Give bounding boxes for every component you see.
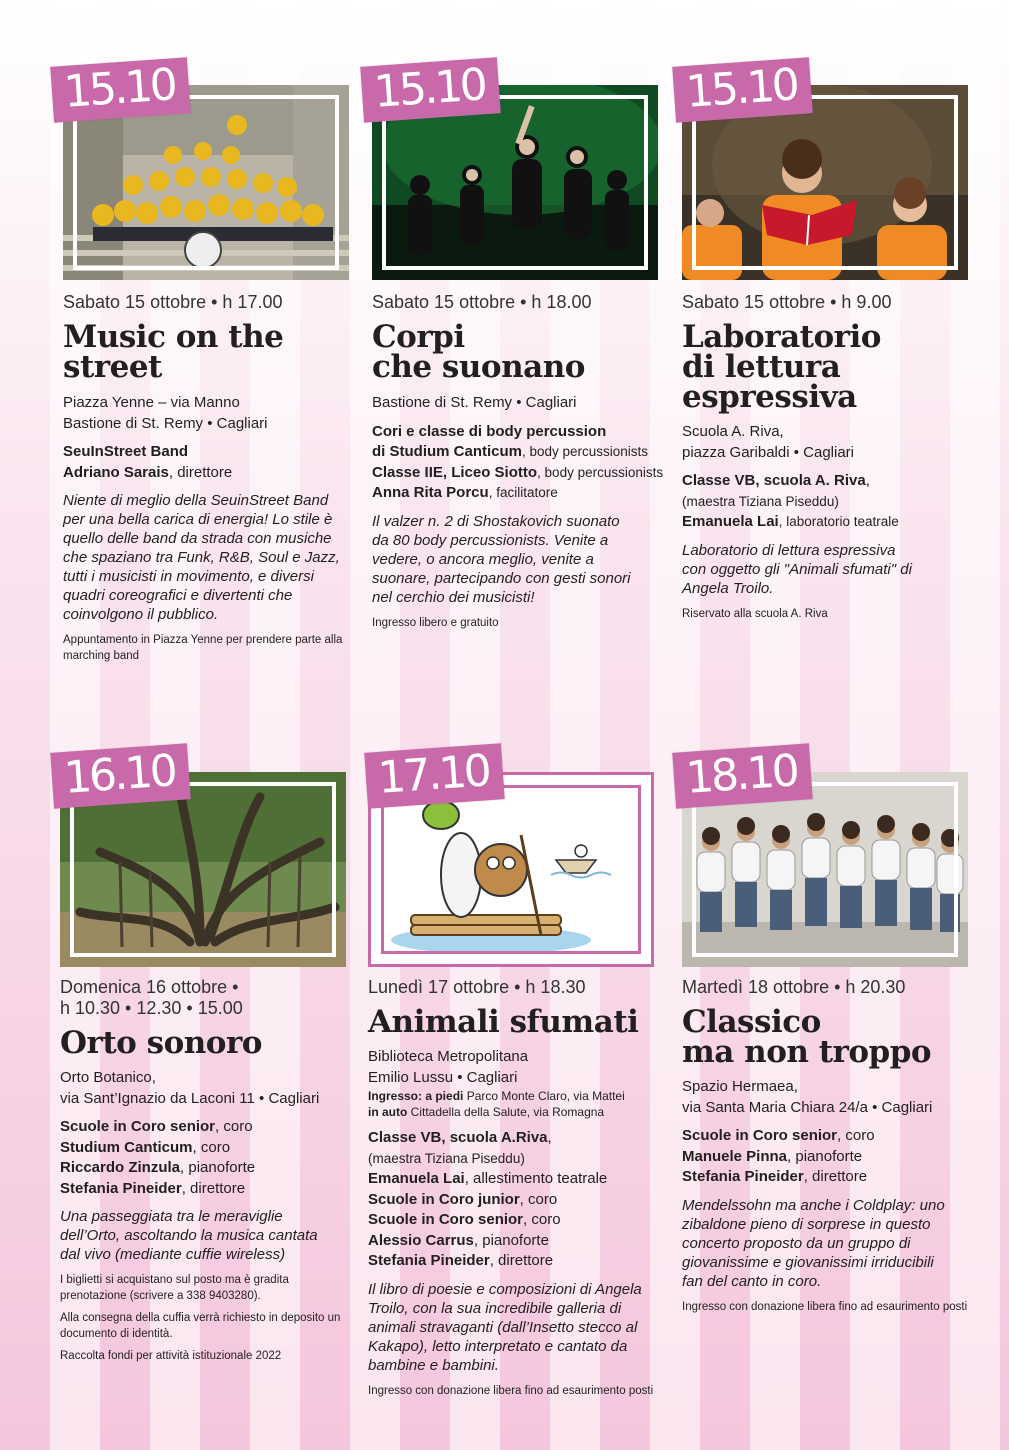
performer-line: Anna Rita Porcu, facilitatore xyxy=(372,484,558,501)
date-badge: 15.10 xyxy=(672,57,813,123)
performer-line: Studium Canticum, coro xyxy=(60,1138,231,1156)
performer-line: Riccardo Zinzula, pianoforte xyxy=(60,1159,256,1176)
event-title: Music on the street xyxy=(63,319,284,385)
access-info: Ingresso: a piedi Parco Monte Claro, via Mattei in auto Cittadella della Salute, via Romagna xyxy=(368,1089,625,1119)
event-venue: Biblioteca Metropolitana Emilio Lussu • Cagliari xyxy=(368,1048,529,1086)
performer-line: Emanuela Lai, laboratorio teatrale xyxy=(682,513,899,530)
performer-line: Stefania Pineider, direttore xyxy=(682,1168,868,1185)
event-description: Mendelssohn ma anche i Coldplay: uno zibaldone pieno di sorprese in questo concerto proposto da un gruppo di giovanissime e giovanissimi irriducibili fan del canto in coro. xyxy=(682,1196,945,1290)
event-title: Orto sonoro xyxy=(60,1025,262,1061)
event-datetime: Sabato 15 ottobre • h 9.00 xyxy=(682,292,892,312)
event-description: Laboratorio di lettura espressiva con oggetto gli "Animali sfumati" di Angela Troilo. xyxy=(682,541,912,597)
event-title: Laboratorio di lettura espressiva xyxy=(682,319,881,415)
event-note: Ingresso con donazione libera fino ad esaurimento posti xyxy=(682,1300,968,1313)
performer-line: Adriano Sarais, direttore xyxy=(63,463,233,481)
performer-line: Classe VB, scuola A. Riva, xyxy=(682,472,870,489)
performer-line: Scuole in Coro senior, coro xyxy=(682,1127,875,1144)
event-datetime: Sabato 15 ottobre • h 17.00 xyxy=(63,292,283,312)
performer-line: Cori e classe di body percussion xyxy=(372,422,607,440)
event-description: Il libro di poesie e composizioni di Angela Troilo, con la sua incredibile galleria di animali stravaganti (dall’Insetto stecco al Kakapo), letto interpretato e cantato da bambine e bambini. xyxy=(368,1280,642,1374)
date-badge: 15.10 xyxy=(50,57,191,123)
event-description: Niente di meglio della SeuinStreet Band per una bella carica di energia! Lo stile è quello delle band da strada con musiche che spaziano tra Funk, R&B, Soul e Jazz, tutti i musicisti in movimento, e diversi quadri coreografici e divertenti che coinvolgono il pubblico. xyxy=(63,492,340,623)
performer-line: Scuole in Coro senior, coro xyxy=(60,1118,253,1135)
event-details xyxy=(682,1077,982,1315)
performer-line: Emanuela Lai, allestimento teatrale xyxy=(368,1170,608,1187)
event-note: Ingresso con donazione libera fino ad esaurimento posti xyxy=(368,1384,654,1397)
performer-line: Stefania Pineider, direttore xyxy=(60,1179,246,1197)
event-title: Corpi che suonano xyxy=(372,319,585,385)
event-datetime: Domenica 16 ottobre • h 10.30 • 12.30 • 15.00 xyxy=(60,977,243,1018)
date-badge: 17.10 xyxy=(364,743,505,809)
event-venue: Scuola A. Riva, piazza Garibaldi • Cagliari xyxy=(682,423,854,461)
event-note: I biglietti si acquistano sul posto ma è gradita prenotazione (scrivere a 338 9403280). xyxy=(60,1274,289,1302)
performer-line: SeuInStreet Band xyxy=(63,443,189,460)
performer-line: Scuole in Coro junior, coro xyxy=(368,1190,558,1208)
performer-line: di Studium Canticum, body percussionists xyxy=(372,443,649,460)
performer-line: Stefania Pineider, direttore xyxy=(368,1252,554,1269)
event-title: Animali sfumati xyxy=(368,1004,639,1040)
event-description: Una passeggiata tra le meraviglie dell’Orto, ascoltando la musica cantata dal vivo (mediante cuffie wireless) xyxy=(60,1208,318,1263)
event-datetime: Martedì 18 ottobre • h 20.30 xyxy=(682,977,906,997)
event-venue: Bastione di St. Remy • Cagliari xyxy=(372,394,577,411)
date-badge: 18.10 xyxy=(672,743,813,809)
event-note: Appuntamento in Piazza Yenne per prendere parte alla marching band xyxy=(63,634,343,662)
performer-line: (maestra Tiziana Piseddu) xyxy=(682,493,839,509)
event-venue: Spazio Hermaea, via Santa Maria Chiara 24/a • Cagliari xyxy=(682,1078,933,1116)
performer-line: Classe VB, scuola A.Riva, xyxy=(368,1129,552,1146)
performer-line: Alessio Carrus, pianoforte xyxy=(368,1231,549,1249)
performer-line: Scuole in Coro senior, coro xyxy=(368,1211,561,1228)
event-title: Classico ma non troppo xyxy=(682,1004,932,1070)
event-note: Alla consegna della cuffia verrà richiesto in deposito un documento di identità. xyxy=(60,1312,341,1340)
event-description: Il valzer n. 2 di Shostakovich suonato da 80 body percussionists. Venite a vedere, o ancora meglio, venite a suonare, partecipando con gesti sonori nel cerchio dei musicisti! xyxy=(372,512,631,606)
event-note: Raccolta fondi per attività istituzionale 2022 xyxy=(60,1350,282,1362)
performer-line: Classe IIE, Liceo Siotto, body percussionists xyxy=(372,463,664,481)
event-datetime: Sabato 15 ottobre • h 18.00 xyxy=(372,292,592,312)
date-badge: 15.10 xyxy=(360,57,501,123)
event-venue: Piazza Yenne – via Manno Bastione di St. Remy • Cagliari xyxy=(63,394,268,432)
performer-line: (maestra Tiziana Piseddu) xyxy=(368,1150,525,1166)
event-note: Ingresso libero e gratuito xyxy=(372,616,499,629)
event-note: Riservato alla scuola A. Riva xyxy=(682,607,828,620)
date-badge: 16.10 xyxy=(50,743,191,809)
performer-line: Manuele Pinna, pianoforte xyxy=(682,1147,863,1165)
event-venue: Orto Botanico, via Sant’Ignazio da Laconi 11 • Cagliari xyxy=(60,1069,320,1107)
event-datetime: Lunedì 17 ottobre • h 18.30 xyxy=(368,977,586,997)
